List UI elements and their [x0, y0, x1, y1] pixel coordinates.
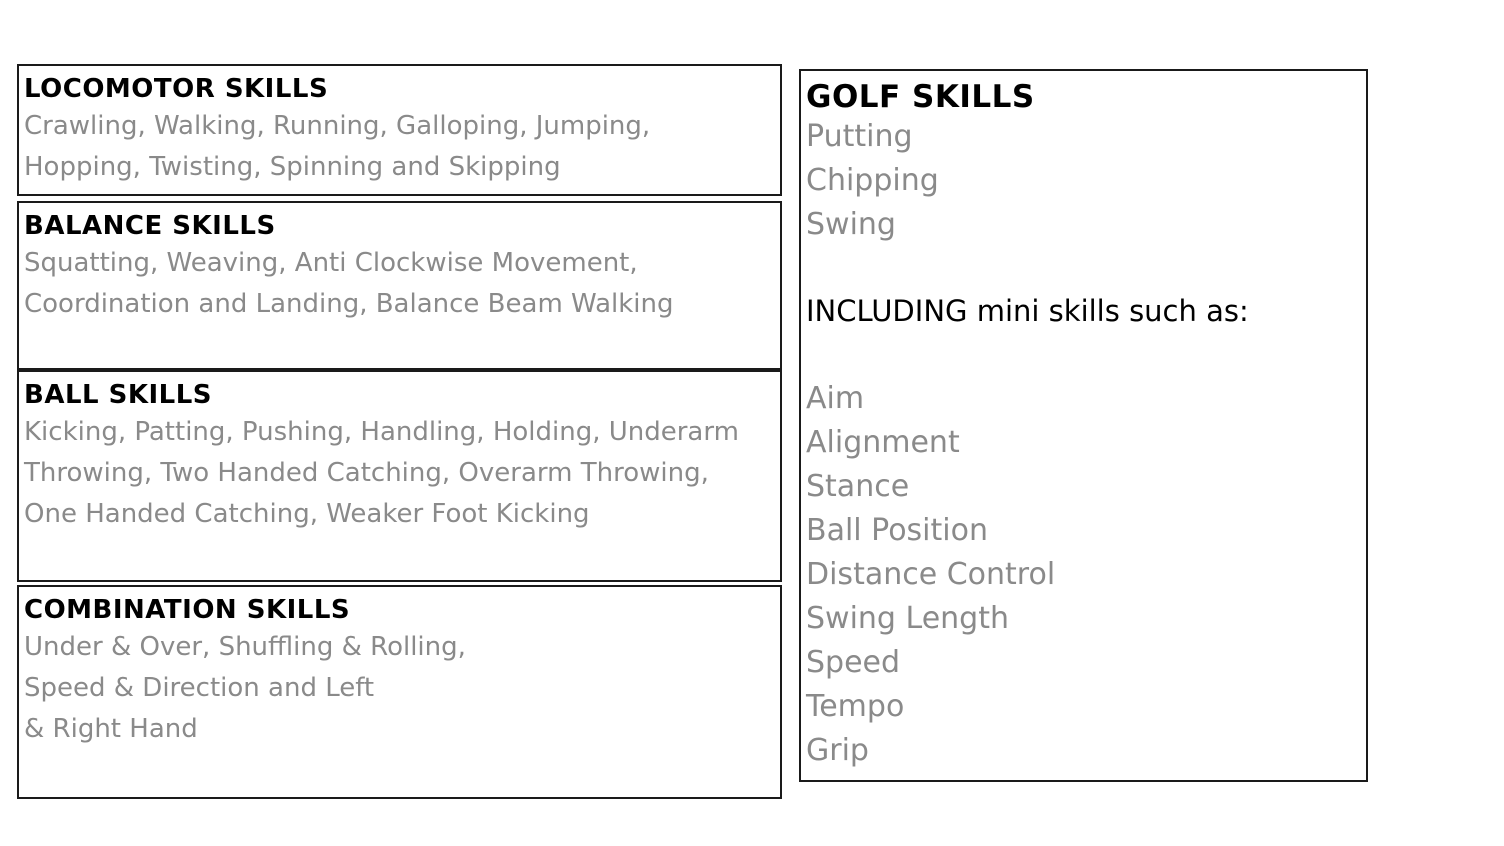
balance-skills-text	[24, 243, 774, 325]
ball-skills-text	[24, 412, 774, 535]
ball-skills-line: Throwing, Two Handed Catching, Overarm Throwing,	[24, 458, 709, 488]
locomotor-skills-line: Hopping, Twisting, Spinning and Skipping	[24, 152, 561, 182]
golf-mini-skill: Grip	[806, 733, 869, 768]
golf-mini-skills-list	[806, 377, 1360, 773]
ball-skills-heading: BALL SKILLS	[24, 380, 213, 410]
golf-mini-skills-intro: INCLUDING mini skills such as:	[806, 294, 1249, 328]
golf-mini-skill: Ball Position	[806, 513, 988, 548]
locomotor-skills-box	[17, 64, 782, 196]
locomotor-skills-line: Crawling, Walking, Running, Galloping, Jumping,	[24, 111, 651, 141]
ball-skills-line: One Handed Catching, Weaker Foot Kicking	[24, 499, 590, 529]
locomotor-skills-heading: LOCOMOTOR SKILLS	[24, 74, 329, 104]
combination-skills-line: & Right Hand	[24, 714, 198, 744]
golf-mini-skill: Tempo	[806, 689, 905, 724]
combination-skills-line: Speed & Direction and Left	[24, 673, 375, 703]
golf-mini-skill: Alignment	[806, 425, 960, 460]
golf-main-skill: Swing	[806, 207, 896, 242]
golf-main-skill: Putting	[806, 119, 913, 154]
balance-skills-line: Squatting, Weaving, Anti Clockwise Movement,	[24, 248, 638, 278]
combination-skills-box	[17, 585, 782, 799]
balance-skills-box	[17, 201, 782, 370]
combination-skills-text	[24, 627, 774, 750]
golf-mini-skill: Swing Length	[806, 601, 1009, 636]
golf-main-skills-list	[806, 115, 1360, 247]
golf-mini-skill: Distance Control	[806, 557, 1056, 592]
combination-skills-line: Under & Over, Shuffling & Rolling,	[24, 632, 466, 662]
combination-skills-heading: COMBINATION SKILLS	[24, 595, 351, 625]
golf-main-skill: Chipping	[806, 163, 939, 198]
balance-skills-heading: BALANCE SKILLS	[24, 211, 276, 241]
golf-skills-box	[799, 69, 1368, 782]
balance-skills-line: Coordination and Landing, Balance Beam Walking	[24, 289, 674, 319]
ball-skills-line: Kicking, Patting, Pushing, Handling, Holding, Underarm	[24, 417, 739, 447]
golf-mini-skill: Aim	[806, 381, 865, 416]
golf-mini-skill: Speed	[806, 645, 901, 680]
locomotor-skills-text	[24, 106, 774, 188]
golf-mini-skill: Stance	[806, 469, 910, 504]
ball-skills-box	[17, 370, 782, 582]
golf-skills-heading: GOLF SKILLS	[806, 79, 1035, 115]
